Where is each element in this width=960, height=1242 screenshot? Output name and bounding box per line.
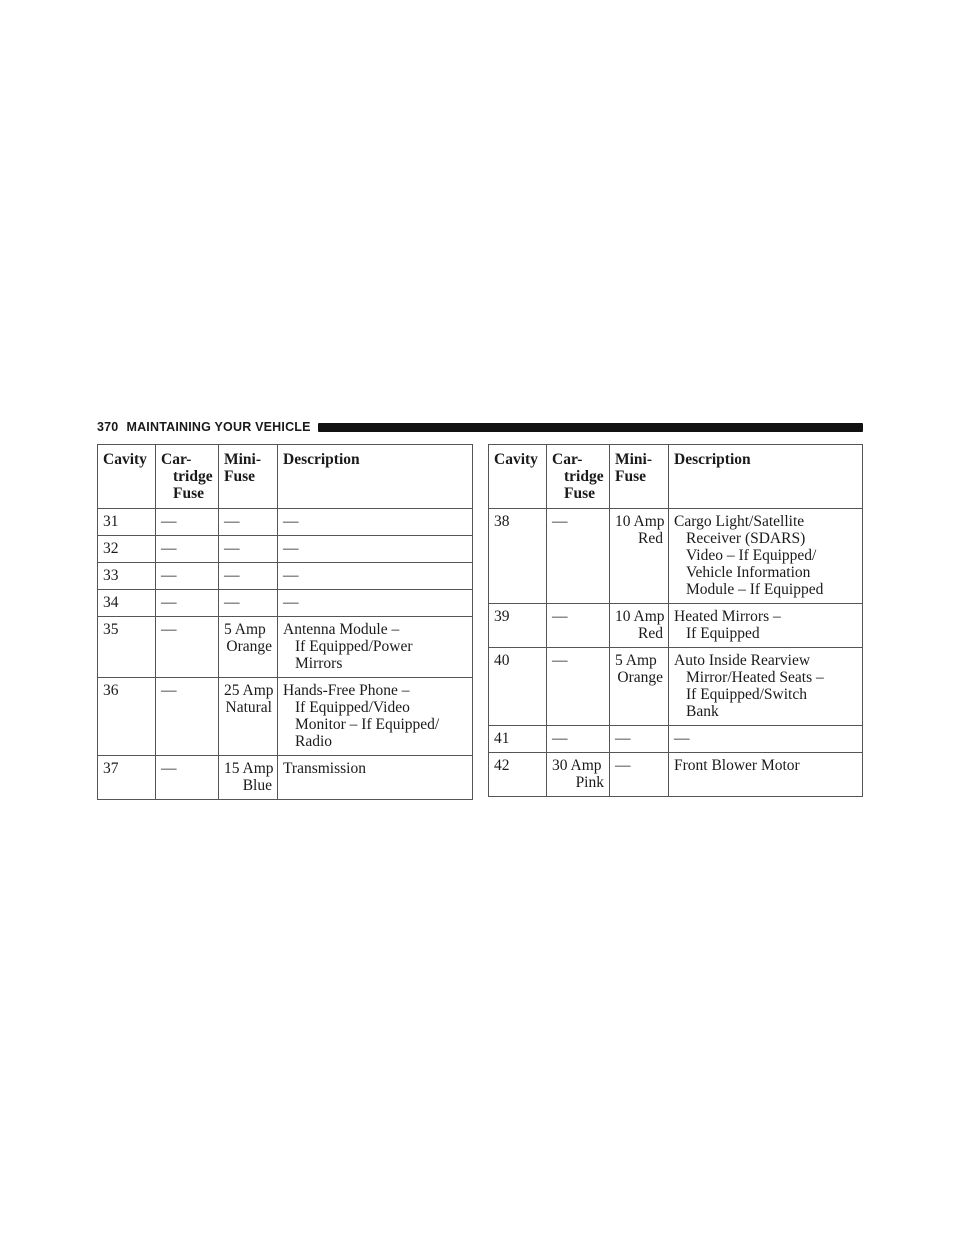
header-cartridge (547, 445, 610, 509)
cavity-number: 33 (103, 567, 119, 584)
cartridge-cell (547, 604, 610, 648)
cavity-cell (489, 753, 547, 797)
cell-line: — (161, 621, 177, 638)
cavity-number: 37 (103, 760, 119, 777)
cell-line: 10 Amp (615, 608, 665, 625)
header-description (669, 445, 863, 509)
table-row (98, 678, 473, 756)
cell-line: Mirror/Heated Seats – (686, 669, 824, 686)
table-row (98, 756, 473, 800)
page-number: 370 (97, 420, 119, 434)
cavity-number: 34 (103, 594, 119, 611)
description-cell (278, 536, 473, 563)
fuse-table-right (488, 444, 863, 797)
cartridge-cell (547, 648, 610, 726)
header-label: Car- (552, 451, 583, 468)
cavity-cell (489, 726, 547, 753)
table-body (489, 509, 863, 797)
cell-line: Antenna Module – (283, 621, 400, 638)
table-row (489, 726, 863, 753)
page-header (97, 417, 863, 437)
cell-line: Video – If Equipped/ (686, 547, 817, 564)
cavity-number: 35 (103, 621, 119, 638)
cell-line: Red (638, 625, 663, 642)
cavity-number: 40 (494, 652, 510, 669)
mini-fuse-cell (219, 563, 278, 590)
cell-line: — (224, 567, 240, 584)
mini-fuse-cell (219, 617, 278, 678)
cartridge-cell (156, 563, 219, 590)
cell-line: 10 Amp (615, 513, 665, 530)
cell-line: — (283, 513, 299, 530)
description-cell (669, 753, 863, 797)
cell-line: — (615, 730, 631, 747)
header-label: Fuse (224, 468, 255, 485)
cartridge-cell (156, 678, 219, 756)
header-cartridge (156, 445, 219, 509)
header-label: Cavity (494, 451, 538, 468)
header-mini (219, 445, 278, 509)
mini-fuse-cell (610, 726, 669, 753)
cell-line: Mirrors (295, 655, 343, 672)
header-label: Fuse (173, 485, 204, 502)
cell-line: Receiver (SDARS) (686, 530, 806, 547)
cavity-number: 31 (103, 513, 119, 530)
cell-line: Pink (575, 774, 604, 791)
description-cell (669, 509, 863, 604)
cavity-cell (98, 590, 156, 617)
description-cell (669, 726, 863, 753)
cell-line: Orange (617, 669, 663, 686)
table-row (489, 509, 863, 604)
table-row (489, 753, 863, 797)
fuse-table-left (97, 444, 473, 800)
header-label: tridge (173, 468, 213, 485)
description-cell (669, 648, 863, 726)
cell-line: — (552, 730, 568, 747)
table-row (489, 648, 863, 726)
header-label: Car- (161, 451, 192, 468)
cartridge-cell (156, 590, 219, 617)
cavity-cell (98, 678, 156, 756)
mini-fuse-cell (610, 753, 669, 797)
section-title: MAINTAINING YOUR VEHICLE (126, 420, 311, 434)
mini-fuse-cell (610, 509, 669, 604)
header-mini (610, 445, 669, 509)
cell-line: 25 Amp (224, 682, 274, 699)
cell-line: — (161, 760, 177, 777)
header-label: Cavity (103, 451, 147, 468)
cavity-cell (98, 563, 156, 590)
cell-line: If Equipped/Switch (686, 686, 807, 703)
header-label: Mini- (224, 451, 262, 468)
header-row (489, 445, 863, 509)
mini-fuse-cell (610, 648, 669, 726)
cell-line: — (552, 608, 568, 625)
cartridge-cell (547, 726, 610, 753)
cartridge-cell (547, 509, 610, 604)
cavity-number: 42 (494, 757, 510, 774)
cell-line: Hands-Free Phone – (283, 682, 410, 699)
cell-line: — (283, 594, 299, 611)
table-body (98, 509, 473, 800)
mini-fuse-cell (219, 756, 278, 800)
cell-line: — (615, 757, 631, 774)
mini-fuse-cell (219, 509, 278, 536)
cavity-cell (98, 617, 156, 678)
table-row (489, 604, 863, 648)
table-row (98, 563, 473, 590)
cell-line: Auto Inside Rearview (674, 652, 811, 669)
cavity-number: 32 (103, 540, 119, 557)
table-header (98, 445, 473, 509)
cartridge-cell (156, 509, 219, 536)
cell-line: — (161, 540, 177, 557)
description-cell (278, 509, 473, 536)
cell-line: Bank (686, 703, 719, 720)
table-row (98, 590, 473, 617)
cavity-number: 38 (494, 513, 510, 530)
cell-line: — (552, 652, 568, 669)
cell-line: Monitor – If Equipped/ (295, 716, 440, 733)
cell-line: — (674, 730, 690, 747)
cell-line: — (224, 594, 240, 611)
header-row (98, 445, 473, 509)
cartridge-cell (156, 756, 219, 800)
header-label: Fuse (615, 468, 646, 485)
cell-line: Blue (242, 777, 272, 794)
cell-line: Vehicle Information (686, 564, 811, 581)
cell-line: Module – If Equipped (686, 581, 824, 598)
header-rule (318, 423, 863, 432)
cell-line: — (283, 567, 299, 584)
cell-line: Cargo Light/Satellite (674, 513, 805, 530)
mini-fuse-cell (219, 678, 278, 756)
description-cell (278, 617, 473, 678)
cavity-number: 36 (103, 682, 119, 699)
cavity-cell (489, 648, 547, 726)
cell-line: — (161, 513, 177, 530)
cell-line: — (283, 540, 299, 557)
description-cell (669, 604, 863, 648)
cell-line: 15 Amp (224, 760, 274, 777)
table-row (98, 536, 473, 563)
header-label: Fuse (564, 485, 595, 502)
cavity-cell (489, 509, 547, 604)
cavity-number: 39 (494, 608, 510, 625)
cavity-cell (98, 509, 156, 536)
cell-line: — (224, 513, 240, 530)
cell-line: Transmission (283, 760, 366, 777)
header-label: Description (674, 451, 751, 468)
cavity-cell (98, 536, 156, 563)
cavity-cell (489, 604, 547, 648)
description-cell (278, 590, 473, 617)
mini-fuse-cell (219, 536, 278, 563)
header-label: tridge (564, 468, 604, 485)
description-cell (278, 678, 473, 756)
cell-line: If Equipped (686, 625, 760, 642)
table-row (98, 617, 473, 678)
cell-line: — (224, 540, 240, 557)
header-cavity (489, 445, 547, 509)
cartridge-cell (156, 536, 219, 563)
header-label: Description (283, 451, 360, 468)
table-row (98, 509, 473, 536)
header-description (278, 445, 473, 509)
table-header (489, 445, 863, 509)
description-cell (278, 563, 473, 590)
cell-line: — (552, 513, 568, 530)
cartridge-cell (156, 617, 219, 678)
cell-line: Heated Mirrors – (674, 608, 781, 625)
cavity-cell (98, 756, 156, 800)
cell-line: — (161, 594, 177, 611)
header-label: Mini- (615, 451, 653, 468)
cell-line: Radio (295, 733, 333, 750)
cell-line: — (161, 567, 177, 584)
cell-line: Red (638, 530, 663, 547)
cell-line: Orange (226, 638, 272, 655)
cell-line: 30 Amp (552, 757, 602, 774)
header-cavity (98, 445, 156, 509)
description-cell (278, 756, 473, 800)
cavity-number: 41 (494, 730, 510, 747)
cell-line: If Equipped/Video (295, 699, 410, 716)
cell-line: If Equipped/Power (295, 638, 413, 655)
cell-line: Natural (225, 699, 272, 716)
cell-line: 5 Amp (224, 621, 266, 638)
cartridge-cell (547, 753, 610, 797)
cell-line: — (161, 682, 177, 699)
cell-line: Front Blower Motor (674, 757, 800, 774)
cell-line: 5 Amp (615, 652, 657, 669)
mini-fuse-cell (219, 590, 278, 617)
mini-fuse-cell (610, 604, 669, 648)
